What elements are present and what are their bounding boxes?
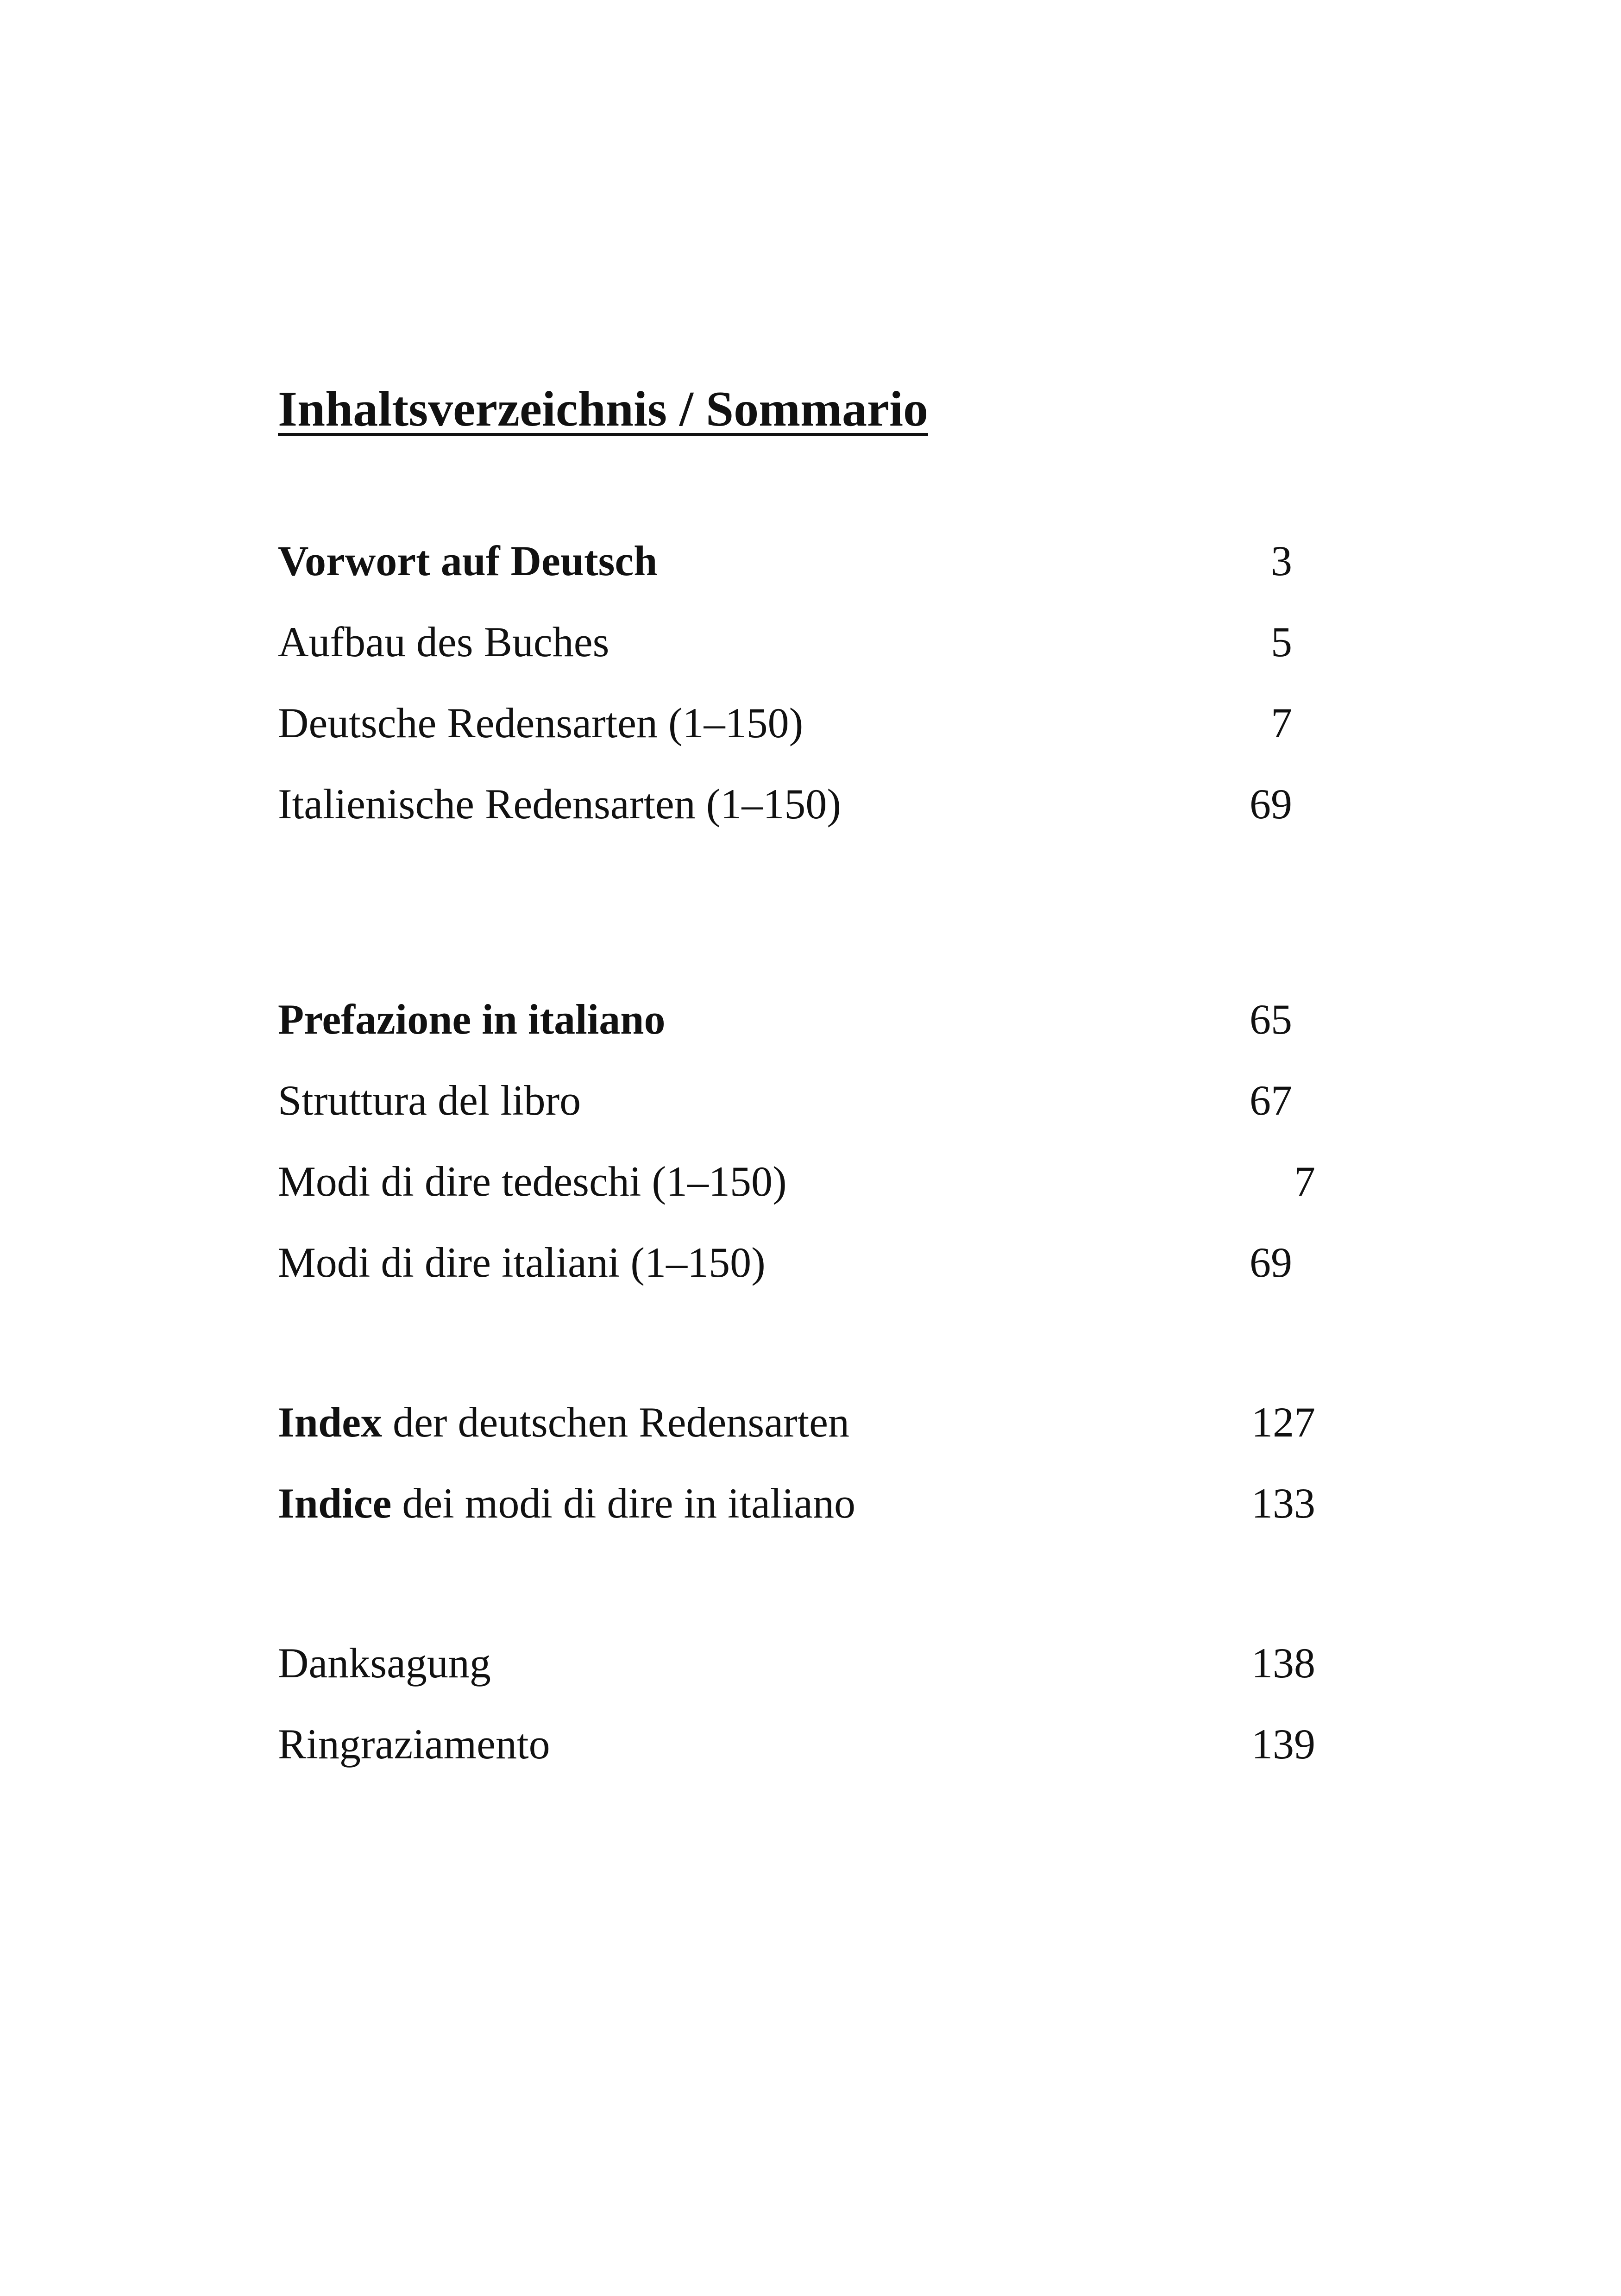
- toc-entry-label: Prefazione in italiano: [278, 996, 666, 1043]
- toc-entry-page: 133: [1251, 1480, 1315, 1527]
- toc-entry: [278, 1079, 1315, 1135]
- toc-entry-label: Italienische Redensarten (1–150): [278, 780, 841, 828]
- toc-entry-label: Index der deutschen Redensarten: [278, 1399, 850, 1446]
- toc-entry-page: 3: [1271, 537, 1292, 584]
- toc-entry-label: Struttura del libro: [278, 1077, 581, 1124]
- toc-title: Inhaltsverzeichnis / Sommario: [278, 382, 928, 437]
- toc-entry-page: 139: [1251, 1720, 1315, 1768]
- toc-entry: [278, 1639, 1315, 1697]
- toc-entry: [278, 618, 1315, 676]
- toc-entry-page: 138: [1251, 1639, 1315, 1687]
- toc-entry-label: Modi di dire tedeschi (1–150): [278, 1158, 787, 1205]
- toc-entry: [278, 539, 1315, 595]
- toc-entry-label: Indice dei modi di dire in italiano: [278, 1480, 855, 1527]
- toc-entry: [278, 998, 1315, 1054]
- toc-entry-page: 69: [1250, 1239, 1292, 1286]
- toc-entry-page: 7: [1271, 699, 1292, 747]
- toc-entry: [278, 1482, 1315, 1537]
- toc-entry-label: Danksagung: [278, 1639, 491, 1687]
- toc-entry: [278, 699, 1315, 757]
- toc-entry: [278, 1401, 1315, 1456]
- toc-entry-label: Modi di dire italiani (1–150): [278, 1239, 766, 1286]
- toc-entry-page: 5: [1271, 618, 1292, 665]
- toc-entry-label: Aufbau des Buches: [278, 618, 609, 665]
- toc-entry: [278, 780, 1315, 838]
- toc-entry-label: Vorwort auf Deutsch: [278, 537, 658, 584]
- toc-entry-page: 69: [1250, 780, 1292, 828]
- toc-entry-page: 127: [1251, 1399, 1315, 1446]
- toc-entry: [278, 1241, 1315, 1297]
- toc-entry: [278, 1160, 1315, 1216]
- toc-entry: [278, 1720, 1315, 1778]
- toc-entry-page: 65: [1250, 996, 1292, 1043]
- toc-entry-page: 7: [1294, 1158, 1315, 1205]
- toc-entry-label: Ringraziamento: [278, 1720, 550, 1768]
- toc-entry-label: Deutsche Redensarten (1–150): [278, 699, 804, 747]
- toc-entry-page: 67: [1250, 1077, 1292, 1124]
